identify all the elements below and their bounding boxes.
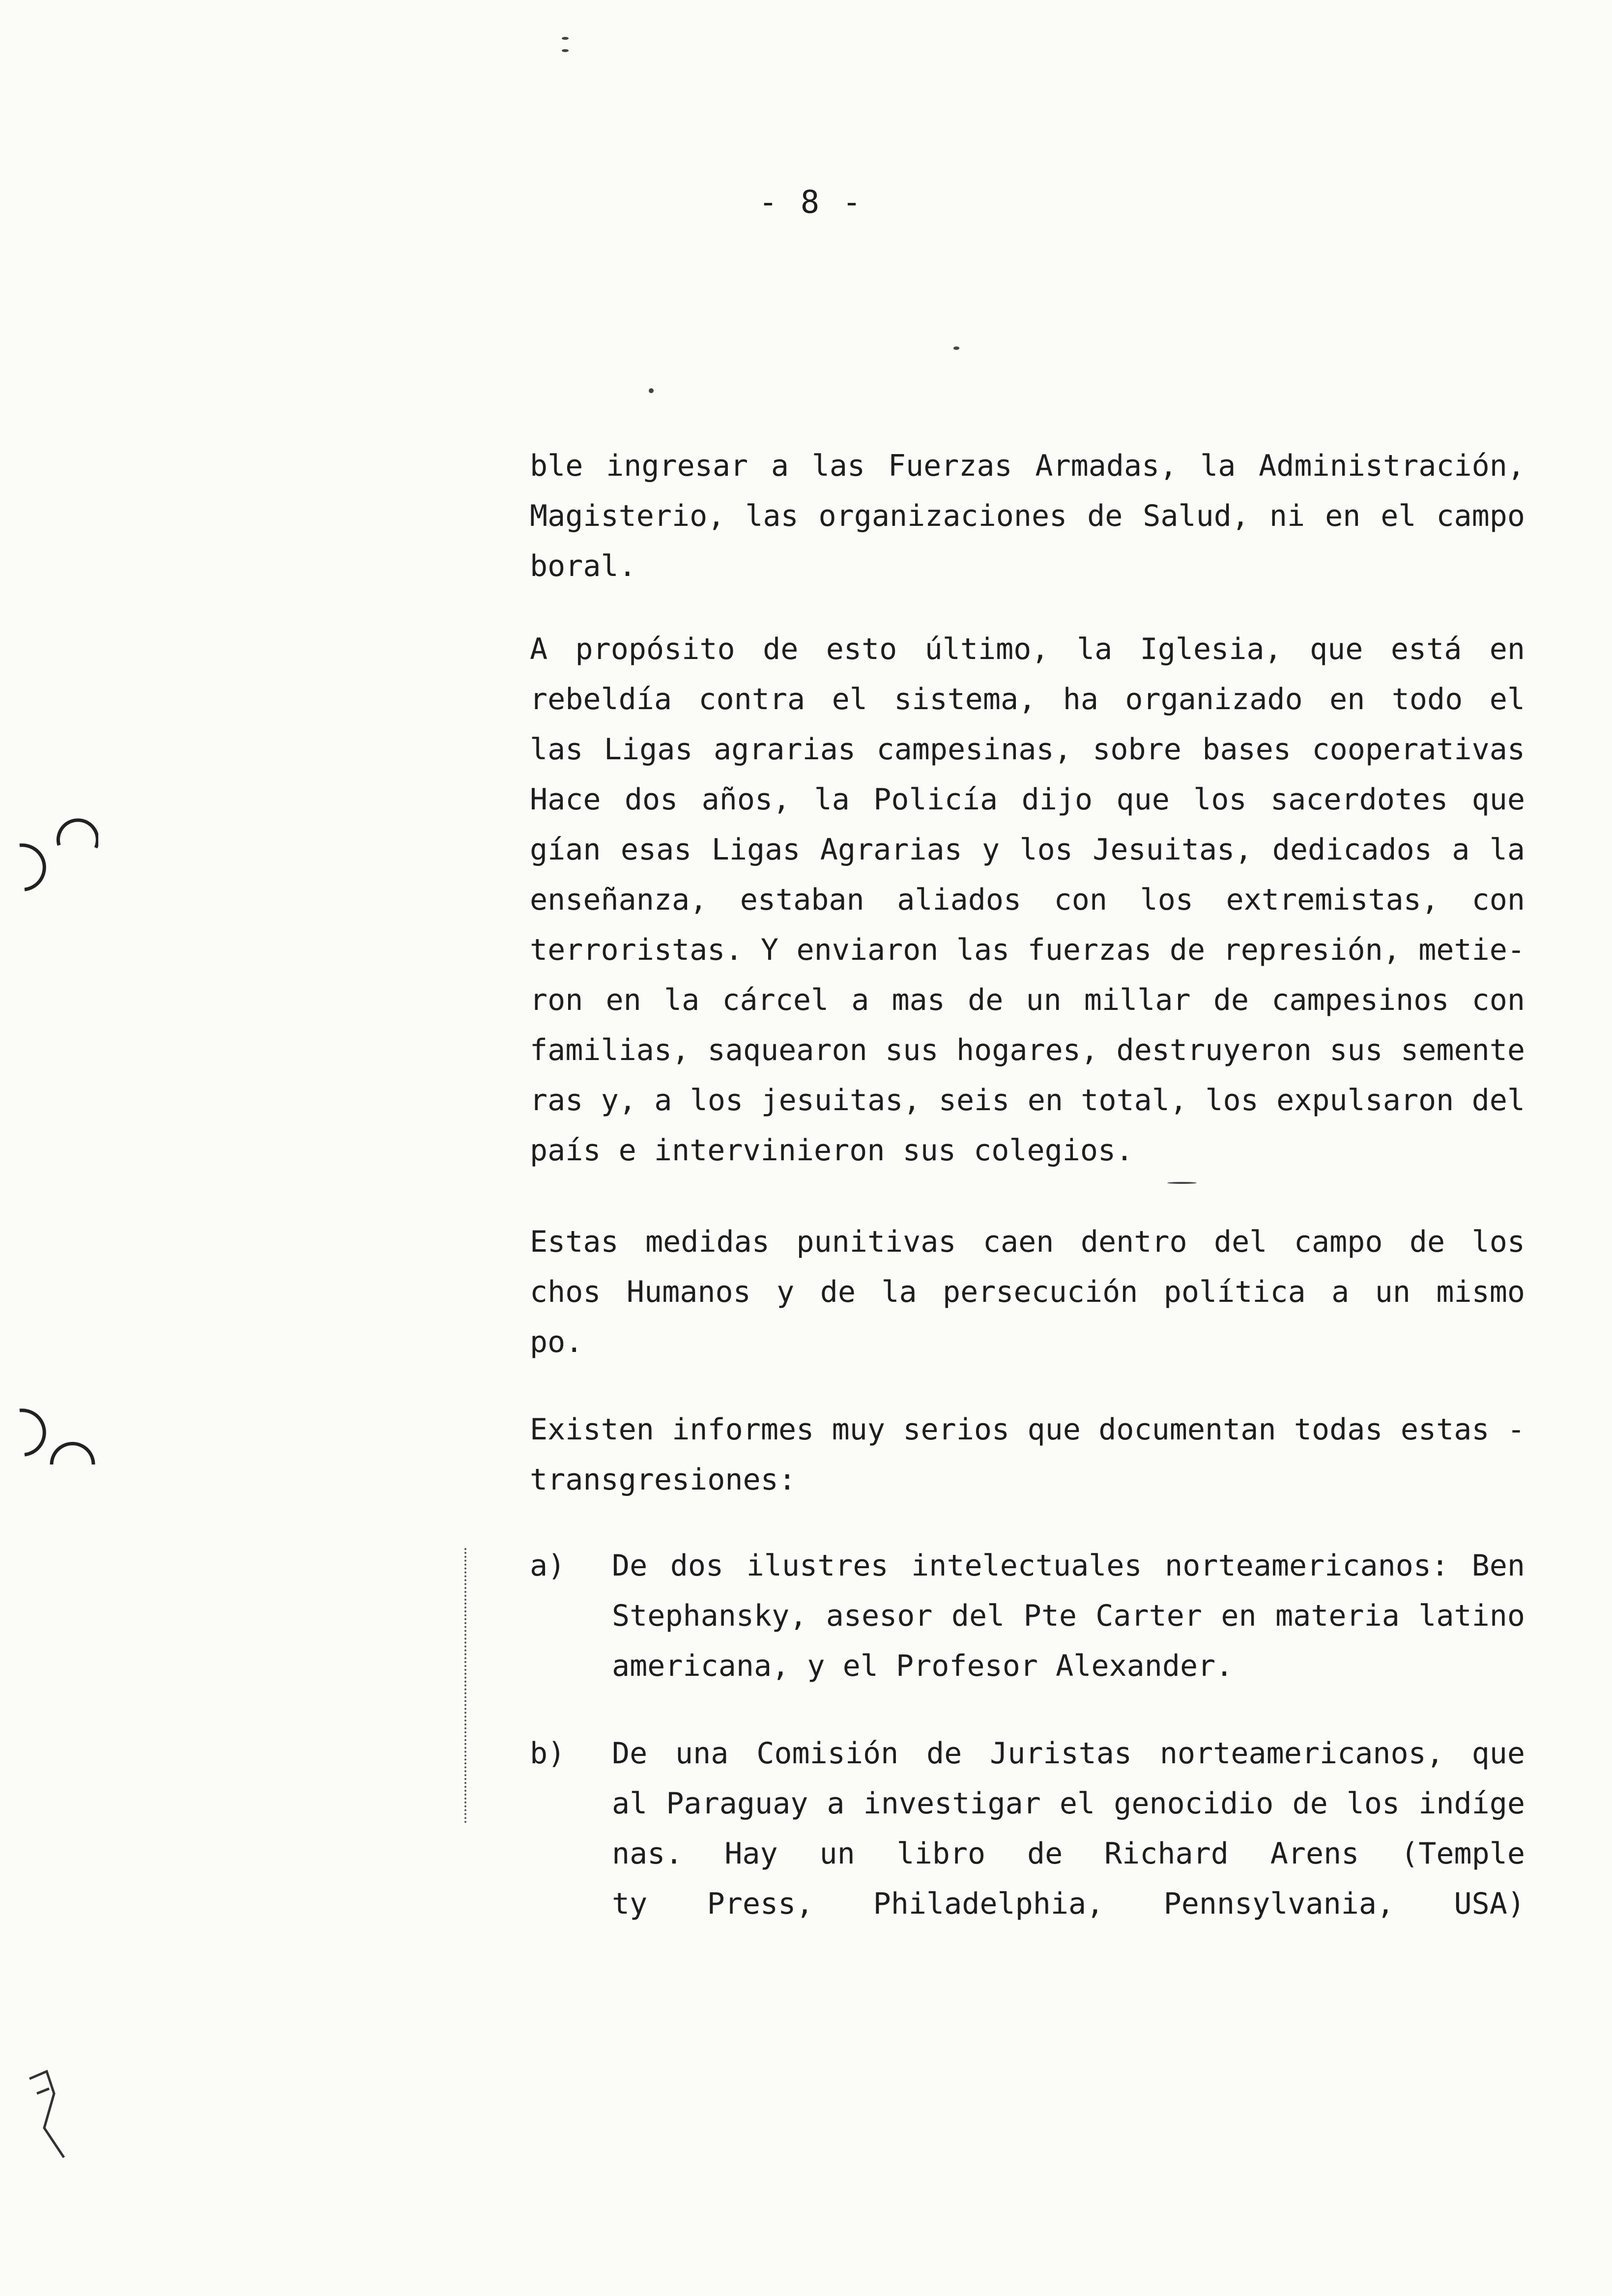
text-line: po. (530, 1325, 583, 1359)
scan-speck (1167, 1182, 1197, 1184)
list-item-a (612, 1541, 1525, 1691)
text-line: americana, y el Profesor Alexander. (612, 1649, 1234, 1683)
page-number: - 8 - (758, 184, 864, 221)
text-line: boral. (530, 549, 636, 583)
text-line: De una Comisión de Juristas norteamericanos, que (612, 1736, 1525, 1771)
text-line: enseñanza, estaban aliados con los extremistas, con (530, 883, 1525, 917)
text-line: Estas medidas punitivas caen dentro del campo de los (530, 1225, 1525, 1259)
text-line: ron en la cárcel a mas de un millar de campesinos con (530, 983, 1525, 1017)
text-line: las Ligas agrarias campesinas, sobre bases cooperativas (530, 732, 1525, 767)
list-marker-a: a) (530, 1549, 566, 1583)
text-line: Existen informes muy serios que documentan todas estas - (530, 1412, 1525, 1447)
scan-speck (953, 346, 959, 350)
text-line: país e intervinieron sus colegios. (530, 1133, 1134, 1168)
text-line: A propósito de esto último, la Iglesia, que está en (530, 632, 1525, 666)
paragraph-derechos-humanos (530, 1217, 1525, 1367)
continuation-paragraph (530, 441, 1525, 591)
text-line: ty Press, Philadelphia, Pennsylvania, USA) (612, 1887, 1525, 1921)
text-line: De dos ilustres intelectuales norteamericanos: Ben (612, 1549, 1525, 1583)
scan-speck (562, 49, 569, 52)
text-line: gían esas Ligas Agrarias y los Jesuitas, dedicados a la (530, 832, 1525, 867)
text-line: chos Humanos y de la persecución política a un mismo (530, 1275, 1525, 1309)
text-line: Hace dos años, la Policía dijo que los sacerdotes que (530, 782, 1525, 817)
paragraph-informes (530, 1405, 1525, 1505)
text-line: Stephansky, asesor del Pte Carter en materia latino (612, 1599, 1525, 1633)
paragraph-iglesia (530, 624, 1525, 1176)
text-line: familias, saquearon sus hogares, destruyeron sus semente (530, 1033, 1525, 1067)
text-line: ble ingresar a las Fuerzas Armadas, la Administración, (530, 449, 1525, 483)
text-line: al Paraguay a investigar el genocidio de los indíge (612, 1786, 1525, 1821)
text-line: Magisterio, las organizaciones de Salud, ni en el campo (530, 499, 1525, 533)
scan-speck (649, 388, 654, 393)
scan-speck (562, 37, 569, 40)
text-line: rebeldía contra el sistema, ha organizado en todo el (530, 682, 1525, 717)
text-line: transgresiones: (530, 1463, 796, 1497)
list-marker-b: b) (530, 1736, 566, 1771)
binder-holes-decoration (0, 0, 98, 2296)
margin-dotted-line (464, 1548, 469, 1823)
text-line: nas. Hay un libro de Richard Arens (Temple (612, 1837, 1525, 1871)
text-line: ras y, a los jesuitas, seis en total, los expulsaron del (530, 1083, 1525, 1118)
text-line: terroristas. Y enviaron las fuerzas de represión, metie- (530, 933, 1525, 967)
list-item-b (612, 1728, 1525, 1929)
